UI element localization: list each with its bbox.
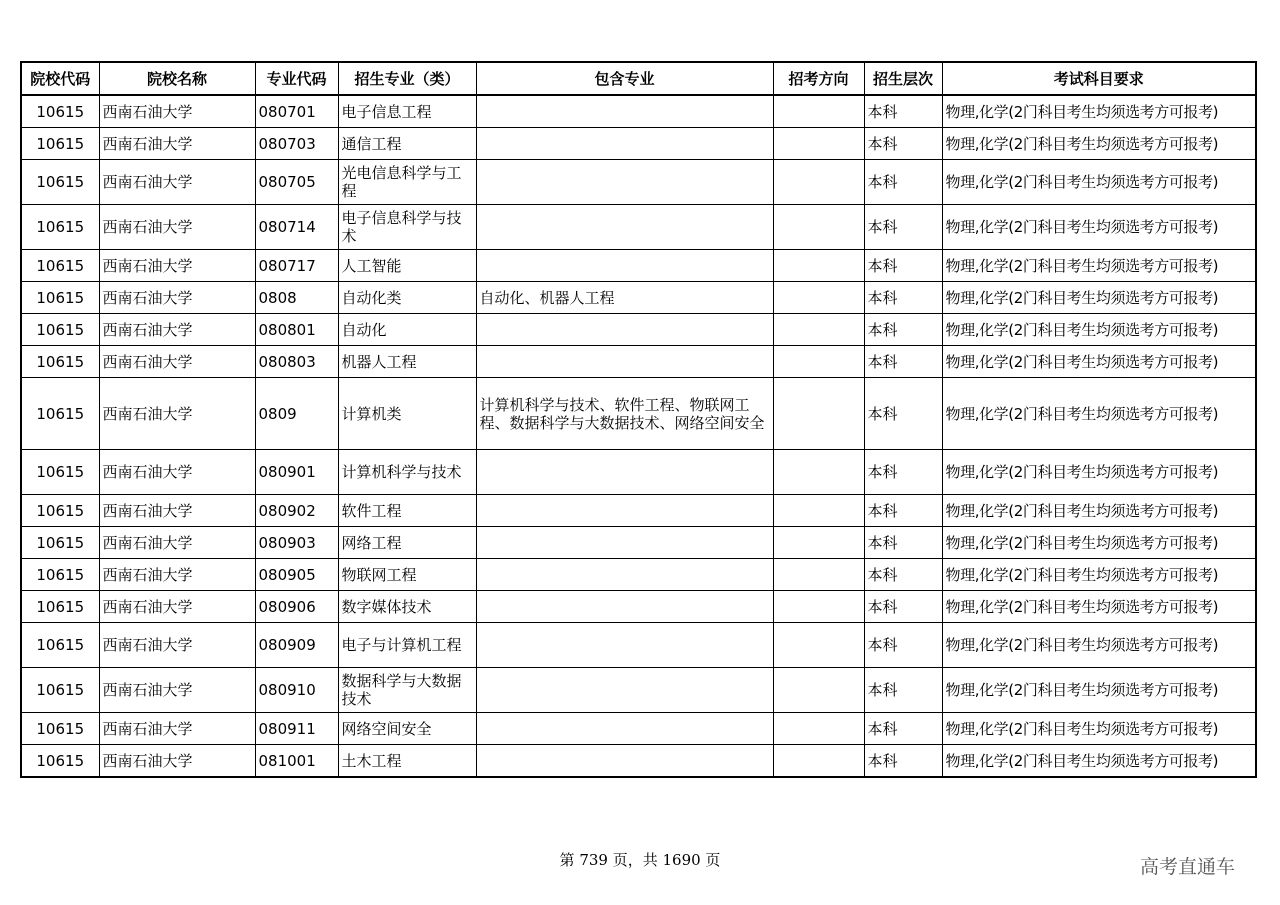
level-cell: 本科: [864, 495, 942, 527]
major-cell: 人工智能: [338, 250, 476, 282]
included-majors-cell: [476, 591, 773, 623]
table-row: [21, 346, 1256, 378]
header-school-name: 院校名称: [99, 62, 255, 95]
subject-requirement-cell: 物理,化学(2门科目考生均须选考方可报考): [942, 314, 1256, 346]
major-cell: 计算机类: [338, 378, 476, 450]
admission-table: [20, 61, 1257, 778]
included-majors-cell: [476, 745, 773, 778]
school-name-cell: 西南石油大学: [99, 95, 255, 128]
level-cell: 本科: [864, 623, 942, 668]
school-code-cell: 10615: [21, 623, 99, 668]
level-cell: 本科: [864, 450, 942, 495]
school-code-cell: 10615: [21, 160, 99, 205]
table-row: [21, 250, 1256, 282]
major-cell: 网络工程: [338, 527, 476, 559]
direction-cell: [773, 559, 864, 591]
school-name-cell: 西南石油大学: [99, 495, 255, 527]
table-row: [21, 205, 1256, 250]
school-name-cell: 西南石油大学: [99, 559, 255, 591]
school-code-cell: 10615: [21, 378, 99, 450]
school-name-cell: 西南石油大学: [99, 527, 255, 559]
level-cell: 本科: [864, 250, 942, 282]
included-majors-cell: [476, 160, 773, 205]
major-cell: 光电信息科学与工程: [338, 160, 476, 205]
subject-requirement-cell: 物理,化学(2门科目考生均须选考方可报考): [942, 250, 1256, 282]
level-cell: 本科: [864, 559, 942, 591]
school-code-cell: 10615: [21, 346, 99, 378]
page-number: 第 739 页，共 1690 页: [559, 851, 721, 869]
table-row: [21, 495, 1256, 527]
direction-cell: [773, 623, 864, 668]
table-row: [21, 160, 1256, 205]
included-majors-cell: [476, 623, 773, 668]
header-level: 招生层次: [864, 62, 942, 95]
school-name-cell: 西南石油大学: [99, 205, 255, 250]
direction-cell: [773, 250, 864, 282]
school-name-cell: 西南石油大学: [99, 128, 255, 160]
school-name-cell: 西南石油大学: [99, 282, 255, 314]
level-cell: 本科: [864, 282, 942, 314]
major-cell: 电子信息科学与技术: [338, 205, 476, 250]
header-row: [21, 62, 1256, 95]
school-code-cell: 10615: [21, 128, 99, 160]
direction-cell: [773, 668, 864, 713]
major-code-cell: 080705: [255, 160, 338, 205]
direction-cell: [773, 495, 864, 527]
school-code-cell: 10615: [21, 668, 99, 713]
major-code-cell: 080803: [255, 346, 338, 378]
school-code-cell: 10615: [21, 95, 99, 128]
included-majors-cell: [476, 559, 773, 591]
subject-requirement-cell: 物理,化学(2门科目考生均须选考方可报考): [942, 128, 1256, 160]
subject-requirement-cell: 物理,化学(2门科目考生均须选考方可报考): [942, 282, 1256, 314]
level-cell: 本科: [864, 346, 942, 378]
level-cell: 本科: [864, 591, 942, 623]
level-cell: 本科: [864, 160, 942, 205]
included-majors-cell: [476, 314, 773, 346]
direction-cell: [773, 205, 864, 250]
major-cell: 通信工程: [338, 128, 476, 160]
school-code-cell: 10615: [21, 314, 99, 346]
table-row: [21, 713, 1256, 745]
table-row: [21, 282, 1256, 314]
major-code-cell: 080911: [255, 713, 338, 745]
school-code-cell: 10615: [21, 205, 99, 250]
included-majors-cell: [476, 713, 773, 745]
included-majors-cell: [476, 527, 773, 559]
table-row: [21, 623, 1256, 668]
school-code-cell: 10615: [21, 250, 99, 282]
major-code-cell: 081001: [255, 745, 338, 778]
major-code-cell: 080901: [255, 450, 338, 495]
major-code-cell: 080717: [255, 250, 338, 282]
included-majors-cell: 计算机科学与技术、软件工程、物联网工程、数据科学与大数据技术、网络空间安全: [476, 378, 773, 450]
major-code-cell: 080906: [255, 591, 338, 623]
major-code-cell: 080714: [255, 205, 338, 250]
subject-requirement-cell: 物理,化学(2门科目考生均须选考方可报考): [942, 346, 1256, 378]
level-cell: 本科: [864, 205, 942, 250]
header-major: 招生专业（类）: [338, 62, 476, 95]
table-row: [21, 95, 1256, 128]
subject-requirement-cell: 物理,化学(2门科目考生均须选考方可报考): [942, 623, 1256, 668]
school-name-cell: 西南石油大学: [99, 668, 255, 713]
major-cell: 计算机科学与技术: [338, 450, 476, 495]
major-code-cell: 080909: [255, 623, 338, 668]
major-cell: 土木工程: [338, 745, 476, 778]
included-majors-cell: [476, 128, 773, 160]
major-cell: 网络空间安全: [338, 713, 476, 745]
direction-cell: [773, 314, 864, 346]
table-row: [21, 527, 1256, 559]
direction-cell: [773, 713, 864, 745]
header-direction: 招考方向: [773, 62, 864, 95]
subject-requirement-cell: 物理,化学(2门科目考生均须选考方可报考): [942, 591, 1256, 623]
school-name-cell: 西南石油大学: [99, 250, 255, 282]
included-majors-cell: [476, 450, 773, 495]
watermark: 高考直通车: [1140, 856, 1236, 878]
level-cell: 本科: [864, 378, 942, 450]
header-school-code: 院校代码: [21, 62, 99, 95]
direction-cell: [773, 527, 864, 559]
level-cell: 本科: [864, 745, 942, 778]
major-cell: 软件工程: [338, 495, 476, 527]
level-cell: 本科: [864, 713, 942, 745]
subject-requirement-cell: 物理,化学(2门科目考生均须选考方可报考): [942, 378, 1256, 450]
school-code-cell: 10615: [21, 495, 99, 527]
major-code-cell: 0808: [255, 282, 338, 314]
level-cell: 本科: [864, 128, 942, 160]
school-name-cell: 西南石油大学: [99, 713, 255, 745]
header-subject-requirement: 考试科目要求: [942, 62, 1256, 95]
direction-cell: [773, 346, 864, 378]
direction-cell: [773, 128, 864, 160]
included-majors-cell: [476, 495, 773, 527]
level-cell: 本科: [864, 314, 942, 346]
direction-cell: [773, 95, 864, 128]
direction-cell: [773, 378, 864, 450]
major-code-cell: 080703: [255, 128, 338, 160]
school-code-cell: 10615: [21, 713, 99, 745]
school-name-cell: 西南石油大学: [99, 623, 255, 668]
level-cell: 本科: [864, 527, 942, 559]
major-code-cell: 080902: [255, 495, 338, 527]
included-majors-cell: [476, 250, 773, 282]
school-name-cell: 西南石油大学: [99, 160, 255, 205]
school-name-cell: 西南石油大学: [99, 450, 255, 495]
included-majors-cell: [476, 668, 773, 713]
table-row: [21, 668, 1256, 713]
subject-requirement-cell: 物理,化学(2门科目考生均须选考方可报考): [942, 713, 1256, 745]
school-code-cell: 10615: [21, 527, 99, 559]
school-code-cell: 10615: [21, 282, 99, 314]
table-row: [21, 450, 1256, 495]
school-name-cell: 西南石油大学: [99, 378, 255, 450]
school-name-cell: 西南石油大学: [99, 346, 255, 378]
school-code-cell: 10615: [21, 591, 99, 623]
subject-requirement-cell: 物理,化学(2门科目考生均须选考方可报考): [942, 205, 1256, 250]
subject-requirement-cell: 物理,化学(2门科目考生均须选考方可报考): [942, 745, 1256, 778]
subject-requirement-cell: 物理,化学(2门科目考生均须选考方可报考): [942, 495, 1256, 527]
subject-requirement-cell: 物理,化学(2门科目考生均须选考方可报考): [942, 450, 1256, 495]
direction-cell: [773, 282, 864, 314]
included-majors-cell: [476, 205, 773, 250]
school-name-cell: 西南石油大学: [99, 591, 255, 623]
subject-requirement-cell: 物理,化学(2门科目考生均须选考方可报考): [942, 160, 1256, 205]
subject-requirement-cell: 物理,化学(2门科目考生均须选考方可报考): [942, 95, 1256, 128]
major-code-cell: 0809: [255, 378, 338, 450]
subject-requirement-cell: 物理,化学(2门科目考生均须选考方可报考): [942, 668, 1256, 713]
table-row: [21, 591, 1256, 623]
table-row: [21, 378, 1256, 450]
school-code-cell: 10615: [21, 745, 99, 778]
major-cell: 数据科学与大数据技术: [338, 668, 476, 713]
major-cell: 自动化类: [338, 282, 476, 314]
table-row: [21, 128, 1256, 160]
major-code-cell: 080903: [255, 527, 338, 559]
subject-requirement-cell: 物理,化学(2门科目考生均须选考方可报考): [942, 559, 1256, 591]
major-code-cell: 080701: [255, 95, 338, 128]
table-row: [21, 745, 1256, 778]
included-majors-cell: [476, 346, 773, 378]
major-cell: 物联网工程: [338, 559, 476, 591]
direction-cell: [773, 160, 864, 205]
school-name-cell: 西南石油大学: [99, 314, 255, 346]
school-code-cell: 10615: [21, 450, 99, 495]
subject-requirement-cell: 物理,化学(2门科目考生均须选考方可报考): [942, 527, 1256, 559]
major-cell: 自动化: [338, 314, 476, 346]
direction-cell: [773, 745, 864, 778]
major-code-cell: 080910: [255, 668, 338, 713]
header-included-majors: 包含专业: [476, 62, 773, 95]
level-cell: 本科: [864, 95, 942, 128]
major-cell: 机器人工程: [338, 346, 476, 378]
major-cell: 电子信息工程: [338, 95, 476, 128]
table-row: [21, 314, 1256, 346]
level-cell: 本科: [864, 668, 942, 713]
included-majors-cell: [476, 95, 773, 128]
included-majors-cell: 自动化、机器人工程: [476, 282, 773, 314]
direction-cell: [773, 591, 864, 623]
major-cell: 数字媒体技术: [338, 591, 476, 623]
direction-cell: [773, 450, 864, 495]
school-name-cell: 西南石油大学: [99, 745, 255, 778]
table-row: [21, 559, 1256, 591]
school-code-cell: 10615: [21, 559, 99, 591]
header-major-code: 专业代码: [255, 62, 338, 95]
major-code-cell: 080905: [255, 559, 338, 591]
major-cell: 电子与计算机工程: [338, 623, 476, 668]
major-code-cell: 080801: [255, 314, 338, 346]
